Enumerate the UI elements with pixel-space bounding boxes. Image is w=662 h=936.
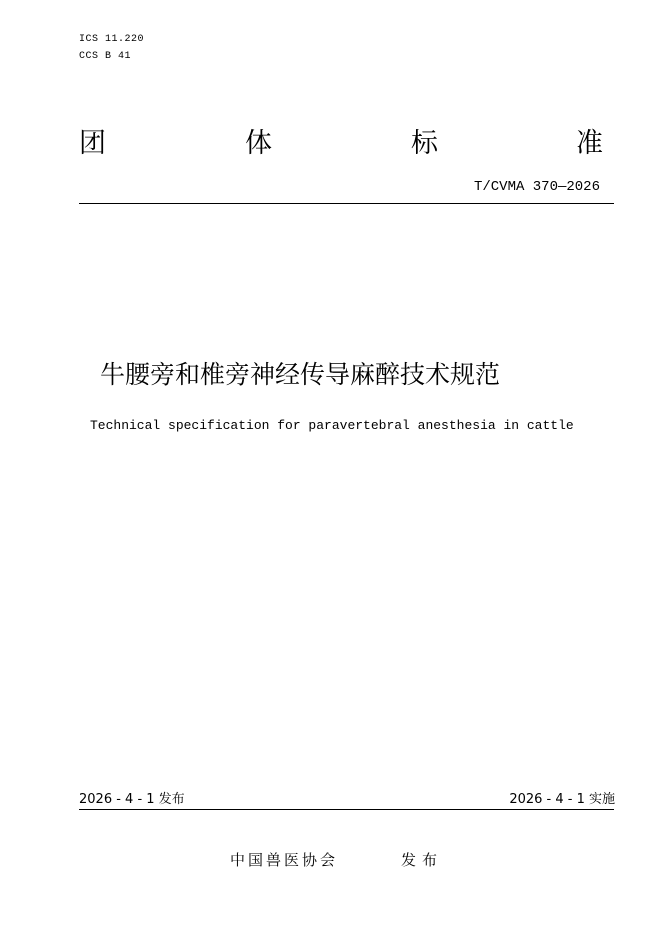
header-divider [79,203,614,204]
standard-number: T/CVMA 370—2026 [473,179,600,195]
footer-divider [79,809,614,810]
doc-type-char-1: 团 [79,128,106,159]
publisher-name: 中国兽医协会 [230,851,339,869]
doc-type-char-4: 准 [576,128,603,159]
english-title: Technical specification for paravertebral anesthesia in cattle [90,418,574,433]
doc-type-char-2: 体 [245,128,272,159]
ics-code: ICS 11.220 [79,34,145,45]
doc-type-char-3: 标 [411,128,438,159]
issue-date: 2026 - 4 - 1 发布 [79,792,185,807]
publish-label: 发布 [401,851,444,869]
implementation-date: 2026 - 4 - 1 实施 [509,792,615,807]
ccs-code: CCS B 41 [79,51,132,62]
chinese-title: 牛腰旁和椎旁神经传导麻醉技术规范 [100,360,501,389]
